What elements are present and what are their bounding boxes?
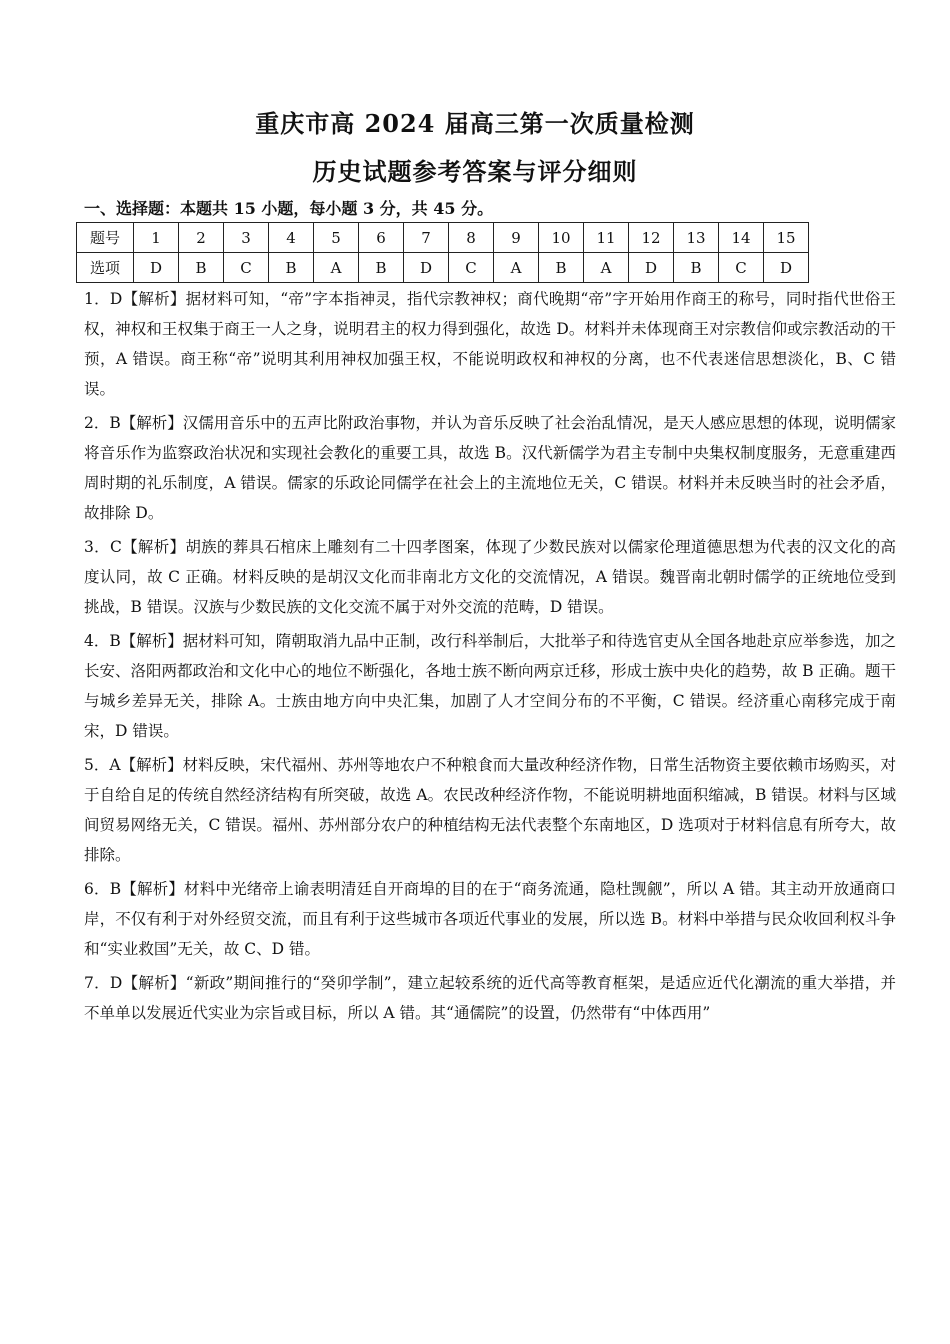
answer-option: B bbox=[359, 253, 404, 283]
question-number: 15 bbox=[764, 223, 809, 253]
explanations bbox=[84, 284, 896, 1032]
question-number: 4 bbox=[269, 223, 314, 253]
question-number: 12 bbox=[629, 223, 674, 253]
answer-option: B bbox=[269, 253, 314, 283]
question-number-row bbox=[77, 223, 809, 253]
question-number: 14 bbox=[719, 223, 764, 253]
answer-option: C bbox=[224, 253, 269, 283]
row-label: 题号 bbox=[77, 223, 134, 253]
question-number: 5 bbox=[314, 223, 359, 253]
explanation-paragraph: 2．B【解析】汉儒用音乐中的五声比附政治事物，并认为音乐反映了社会治乱情况，是天人感应思想的体现，说明儒家将音乐作为监察政治状况和实现社会教化的重要工具，故选 B。汉代新儒学为君主专制中央集权制度服务，无意重建西周时期的礼乐制度，A 错误。儒家的乐政论同儒学在社会上的主流地位无关，C 错误。材料并未反映当时的社会矛盾，故排除 D。 bbox=[84, 414, 896, 522]
section-heading: 一、选择题：本题共 15 小题，每小题 3 分，共 45 分。 bbox=[84, 199, 494, 218]
answer-option: A bbox=[494, 253, 539, 283]
question-number: 1 bbox=[134, 223, 179, 253]
answer-option: C bbox=[449, 253, 494, 283]
answer-table bbox=[76, 222, 809, 283]
question-number: 7 bbox=[404, 223, 449, 253]
question-number: 11 bbox=[584, 223, 629, 253]
explanation-paragraph: 3．C【解析】胡族的葬具石棺床上雕刻有二十四孝图案，体现了少数民族对以儒家伦理道德思想为代表的汉文化的高度认同，故 C 正确。材料反映的是胡汉文化而非南北方文化的交流情况，A 错误。魏晋南北朝时儒学的正统地位受到挑战，B 错误。汉族与少数民族的文化交流不属于对外交流的范畴，D 错误。 bbox=[84, 538, 896, 616]
answer-option: B bbox=[539, 253, 584, 283]
answer-option: B bbox=[674, 253, 719, 283]
question-number: 2 bbox=[179, 223, 224, 253]
question-number: 3 bbox=[224, 223, 269, 253]
answer-option: D bbox=[764, 253, 809, 283]
question-number: 6 bbox=[359, 223, 404, 253]
answer-option: B bbox=[179, 253, 224, 283]
answer-option: D bbox=[629, 253, 674, 283]
explanation-paragraph: 5．A【解析】材料反映，宋代福州、苏州等地农户不种粮食而大量改种经济作物，日常生活物资主要依赖市场购买，对于自给自足的传统自然经济结构有所突破，故选 A。农民改种经济作物，不能说明耕地面积缩减，B 错误。材料与区域间贸易网络无关，C 错误。福州、苏州部分农户的种植结构无法代表整个东南地区，D 选项对于材料信息有所夸大，故排除。 bbox=[84, 756, 896, 864]
question-number: 9 bbox=[494, 223, 539, 253]
explanation-paragraph: 4．B【解析】据材料可知，隋朝取消九品中正制，改行科举制后，大批举子和待选官吏从全国各地赴京应举参选，加之长安、洛阳两都政治和文化中心的地位不断强化，各地士族不断向两京迁移，形成士族中央化的趋势，故 B 正确。题干与城乡差异无关，排除 A。士族由地方向中央汇集，加剧了人才空间分布的不平衡，C 错误。经济重心南移完成于南宋，D 错误。 bbox=[84, 632, 896, 740]
answer-row bbox=[77, 253, 809, 283]
document-subtitle: 历史试题参考答案与评分细则 bbox=[312, 157, 638, 186]
explanation-paragraph: 1．D【解析】据材料可知，“帝”字本指神灵，指代宗教神权；商代晚期“帝”字开始用作商王的称号，同时指代世俗王权，神权和王权集于商王一人之身，说明君主的权力得到强化，故选 D。材料并未体现商王对宗教信仰或宗教活动的干预，A 错误。商王称“帝”说明其利用神权加强王权，不能说明政权和神权的分离，也不代表迷信思想淡化，B、C 错误。 bbox=[84, 290, 896, 398]
document-title: 重庆市高 2024 届高三第一次质量检测 bbox=[255, 109, 695, 138]
answer-option: A bbox=[584, 253, 629, 283]
answer-option: A bbox=[314, 253, 359, 283]
row-label: 选项 bbox=[77, 253, 134, 283]
answer-option: D bbox=[404, 253, 449, 283]
explanation-paragraph: 6．B【解析】材料中光绪帝上谕表明清廷自开商埠的目的在于“商务流通，隐杜觊觎”，所以 A 错。其主动开放通商口岸，不仅有利于对外经贸交流，而且有利于这些城市各项近代事业的发展，所以选 B。材料中举措与民众收回利权斗争和“实业救国”无关，故 C、D 错。 bbox=[84, 880, 896, 958]
question-number: 8 bbox=[449, 223, 494, 253]
answer-option: D bbox=[134, 253, 179, 283]
explanation-paragraph: 7．D【解析】“新政”期间推行的“癸卯学制”，建立起较系统的近代高等教育框架，是适应近代化潮流的重大举措，并不单单以发展近代实业为宗旨或目标，所以 A 错。其“通儒院”的设置，仍然带有“中体西用” bbox=[84, 974, 896, 1022]
answer-option: C bbox=[719, 253, 764, 283]
question-number: 13 bbox=[674, 223, 719, 253]
question-number: 10 bbox=[539, 223, 584, 253]
